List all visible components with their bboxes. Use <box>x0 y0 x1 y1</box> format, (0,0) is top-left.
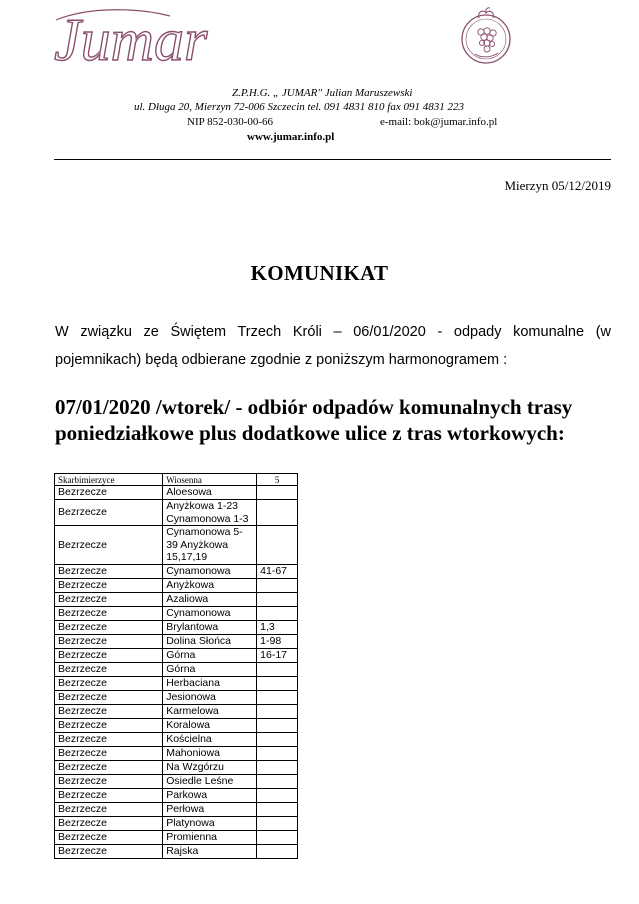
street-cell: Herbaciana <box>163 676 257 690</box>
numbers-cell <box>257 774 298 788</box>
street-cell: Platynowa <box>163 816 257 830</box>
numbers-cell <box>257 760 298 774</box>
street-cell: Perłowa <box>163 802 257 816</box>
logo-lettering: Jumar <box>54 7 208 72</box>
table-header-row <box>55 474 298 486</box>
schedule-table <box>54 473 298 859</box>
table-row <box>55 690 298 704</box>
schedule-headline: 07/01/2020 /wtorek/ - odbiór odpadów komunalnych trasy poniedziałkowe plus dodatkowe ulice z tras wtorkowych: <box>55 395 573 445</box>
locality-cell: Bezrzecze <box>55 564 163 578</box>
numbers-cell: 41-67 <box>257 564 298 578</box>
table-row <box>55 760 298 774</box>
numbers-cell <box>257 526 298 565</box>
street-cell: Brylantowa <box>163 620 257 634</box>
numbers-cell <box>257 606 298 620</box>
table-row <box>55 486 298 500</box>
numbers-cell <box>257 662 298 676</box>
company-email: e-mail: bok@jumar.info.pl <box>380 116 498 128</box>
street-cell: Dolina Słońca <box>163 634 257 648</box>
table-row <box>55 802 298 816</box>
locality-cell: Bezrzecze <box>55 634 163 648</box>
numbers-cell <box>257 486 298 500</box>
numbers-cell <box>257 830 298 844</box>
street-cell: Anyżkowa <box>163 578 257 592</box>
street-cell: Cynamonowa <box>163 606 257 620</box>
table-row <box>55 788 298 802</box>
table-row <box>55 592 298 606</box>
table-row <box>55 648 298 662</box>
locality-cell: Bezrzecze <box>55 746 163 760</box>
locality-cell: Bezrzecze <box>55 500 163 526</box>
street-cell: Karmelowa <box>163 704 257 718</box>
company-website: www.jumar.info.pl <box>247 131 335 143</box>
numbers-cell <box>257 578 298 592</box>
company-nip: NIP 852-030-00-66 <box>187 116 274 128</box>
numbers-cell <box>257 592 298 606</box>
table-row <box>55 620 298 634</box>
numbers-cell: 1,3 <box>257 620 298 634</box>
place-date: Mierzyn 05/12/2019 <box>504 178 611 193</box>
street-cell: Azaliowa <box>163 592 257 606</box>
street-cell: Anyżkowa 1-23 Cynamonowa 1-3 <box>163 500 257 526</box>
locality-cell: Bezrzecze <box>55 760 163 774</box>
locality-cell: Bezrzecze <box>55 788 163 802</box>
locality-cell: Bezrzecze <box>55 732 163 746</box>
numbers-cell <box>257 732 298 746</box>
numbers-cell: 1-98 <box>257 634 298 648</box>
grape-emblem-icon <box>455 6 517 68</box>
street-cell: Promienna <box>163 830 257 844</box>
jumar-logo <box>50 2 280 72</box>
table-row <box>55 830 298 844</box>
table-row <box>55 606 298 620</box>
table-header-cell: Skarbimierzyce <box>55 474 163 486</box>
numbers-cell <box>257 844 298 858</box>
table-row <box>55 564 298 578</box>
street-cell: Mahoniowa <box>163 746 257 760</box>
table-row <box>55 526 298 565</box>
numbers-cell <box>257 676 298 690</box>
street-cell: Cynamonowa 5-39 Anyżkowa 15,17,19 <box>163 526 257 565</box>
street-cell: Kościelna <box>163 732 257 746</box>
company-name: Z.P.H.G. „ JUMAR" Julian Maruszewski <box>232 87 413 99</box>
locality-cell: Bezrzecze <box>55 648 163 662</box>
locality-cell: Bezrzecze <box>55 606 163 620</box>
table-row <box>55 676 298 690</box>
locality-cell: Bezrzecze <box>55 676 163 690</box>
locality-cell: Bezrzecze <box>55 718 163 732</box>
table-row <box>55 578 298 592</box>
numbers-cell <box>257 704 298 718</box>
header-divider <box>54 159 611 160</box>
locality-cell: Bezrzecze <box>55 830 163 844</box>
locality-cell: Bezrzecze <box>55 816 163 830</box>
numbers-cell <box>257 690 298 704</box>
locality-cell: Bezrzecze <box>55 774 163 788</box>
document-title: KOMUNIKAT <box>250 261 389 285</box>
locality-cell: Bezrzecze <box>55 620 163 634</box>
table-row <box>55 704 298 718</box>
street-cell: Koralowa <box>163 718 257 732</box>
numbers-cell: 16-17 <box>257 648 298 662</box>
locality-cell: Bezrzecze <box>55 662 163 676</box>
table-row <box>55 718 298 732</box>
street-cell: Górna <box>163 648 257 662</box>
numbers-cell <box>257 816 298 830</box>
table-row <box>55 844 298 858</box>
table-header-cell: Wiosenna <box>163 474 257 486</box>
numbers-cell <box>257 802 298 816</box>
locality-cell: Bezrzecze <box>55 802 163 816</box>
numbers-cell <box>257 746 298 760</box>
table-row <box>55 774 298 788</box>
street-cell: Górna <box>163 662 257 676</box>
locality-cell: Bezrzecze <box>55 704 163 718</box>
intro-paragraph: W związku ze Świętem Trzech Króli – 06/01/2020 - odpady komunalne (w pojemnikach) będą odbierane zgodnie z poniższym harmonogramem : <box>55 324 611 368</box>
street-cell: Jesionowa <box>163 690 257 704</box>
numbers-cell <box>257 500 298 526</box>
table-row <box>55 500 298 526</box>
street-cell: Parkowa <box>163 788 257 802</box>
table-row <box>55 634 298 648</box>
numbers-cell <box>257 718 298 732</box>
company-contact <box>187 115 587 129</box>
locality-cell: Bezrzecze <box>55 526 163 565</box>
street-cell: Osiedle Leśne <box>163 774 257 788</box>
street-cell: Na Wzgórzu <box>163 760 257 774</box>
locality-cell: Bezrzecze <box>55 578 163 592</box>
table-row <box>55 746 298 760</box>
street-cell: Cynamonowa <box>163 564 257 578</box>
table-header-cell: 5 <box>257 474 298 486</box>
street-cell: Aloesowa <box>163 486 257 500</box>
table-row <box>55 732 298 746</box>
numbers-cell <box>257 788 298 802</box>
locality-cell: Bezrzecze <box>55 844 163 858</box>
company-address: ul. Długa 20, Mierzyn 72-006 Szczecin tel. 091 4831 810 fax 091 4831 223 <box>134 101 464 113</box>
table-row <box>55 662 298 676</box>
street-cell: Rajska <box>163 844 257 858</box>
locality-cell: Bezrzecze <box>55 486 163 500</box>
locality-cell: Bezrzecze <box>55 690 163 704</box>
locality-cell: Bezrzecze <box>55 592 163 606</box>
table-row <box>55 816 298 830</box>
